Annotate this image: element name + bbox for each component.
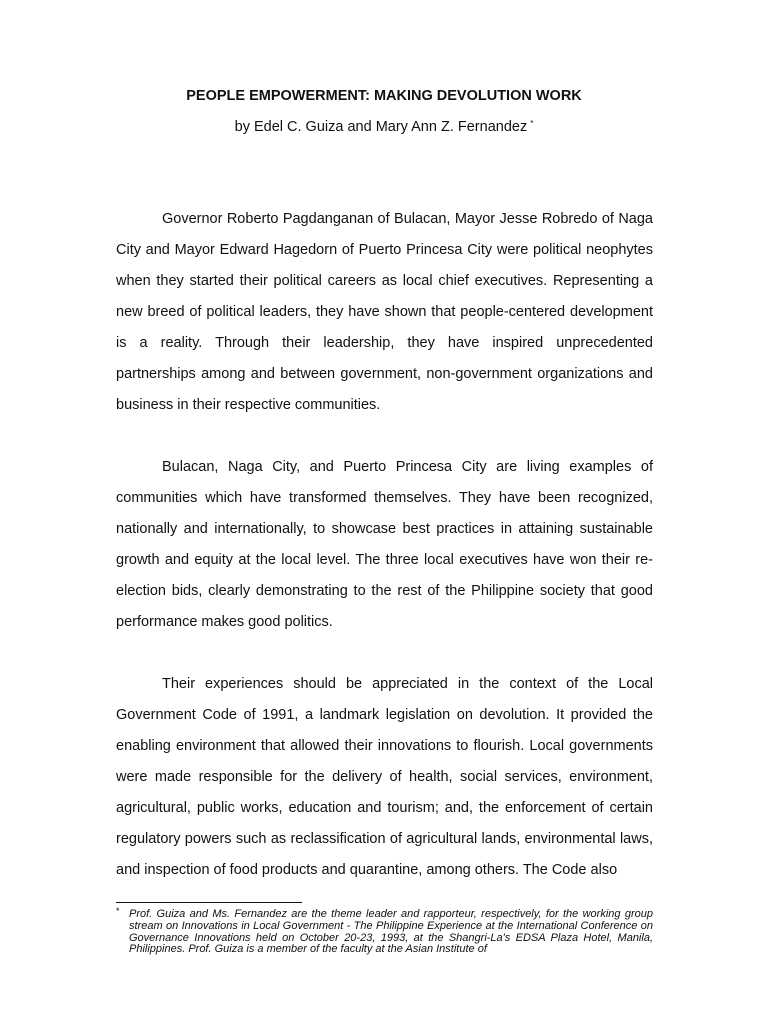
paragraph-block-2 [116, 452, 653, 638]
byline-authors: by Edel C. Guiza and Mary Ann Z. Fernandez [234, 119, 528, 135]
body-paragraph-1: Governor Roberto Pagdanganan of Bulacan, Mayor Jesse Robredo of Naga City and Mayor Edward Hagedorn of Puerto Princesa City were political neophytes when they started their political careers as local chief executives. Representing a new breed of political leaders, they have shown that people-centered development is a reality. Through their leadership, they have inspired unprecedented partnerships among and between government, non-government organizations and business in their respective communities. [116, 211, 653, 413]
body-paragraph-2: Bulacan, Naga City, and Puerto Princesa City are living examples of communities which have transformed themselves. They have been recognized, nationally and internationally, to showcase best practices in attaining sustainable growth and equity at the local level. The three local executives have won their re-election bids, clearly demonstrating to the rest of the Philippine society that good performance makes good politics. [116, 459, 653, 630]
paragraph-block-1 [116, 204, 653, 421]
body-paragraph-3: Their experiences should be appreciated in the context of the Local Government Code of 1991, a landmark legislation on devolution. It provided the enabling environment that allowed their innovations to flourish. Local governments were made responsible for the delivery of health, social services, environment, agricultural, public works, education and tourism; and, the enforcement of certain regulatory powers such as reclassification of agricultural lands, environmental laws, and inspection of food products and quarantine, among others. The Code also [116, 676, 653, 878]
byline-footnote-marker: * [530, 119, 534, 128]
footnote-divider [116, 902, 302, 903]
document-title: PEOPLE EMPOWERMENT: MAKING DEVOLUTION WORK [186, 88, 582, 104]
paragraph-block-3 [116, 669, 653, 886]
byline [0, 117, 768, 137]
footnote-text: Prof. Guiza and Ms. Fernandez are the theme leader and rapporteur, respectively, for the working group stream on Innovations in Local Government - The Philippine Experience at the International Conference on Governance Innovations held on October 20-23, 1993, at the Shangri-La's EDSA Plaza Hotel, Manila, Philippines. Prof. Guiza is a member of the faculty at the Asian Institute of [129, 908, 653, 956]
footnote-marker: * [116, 906, 120, 916]
